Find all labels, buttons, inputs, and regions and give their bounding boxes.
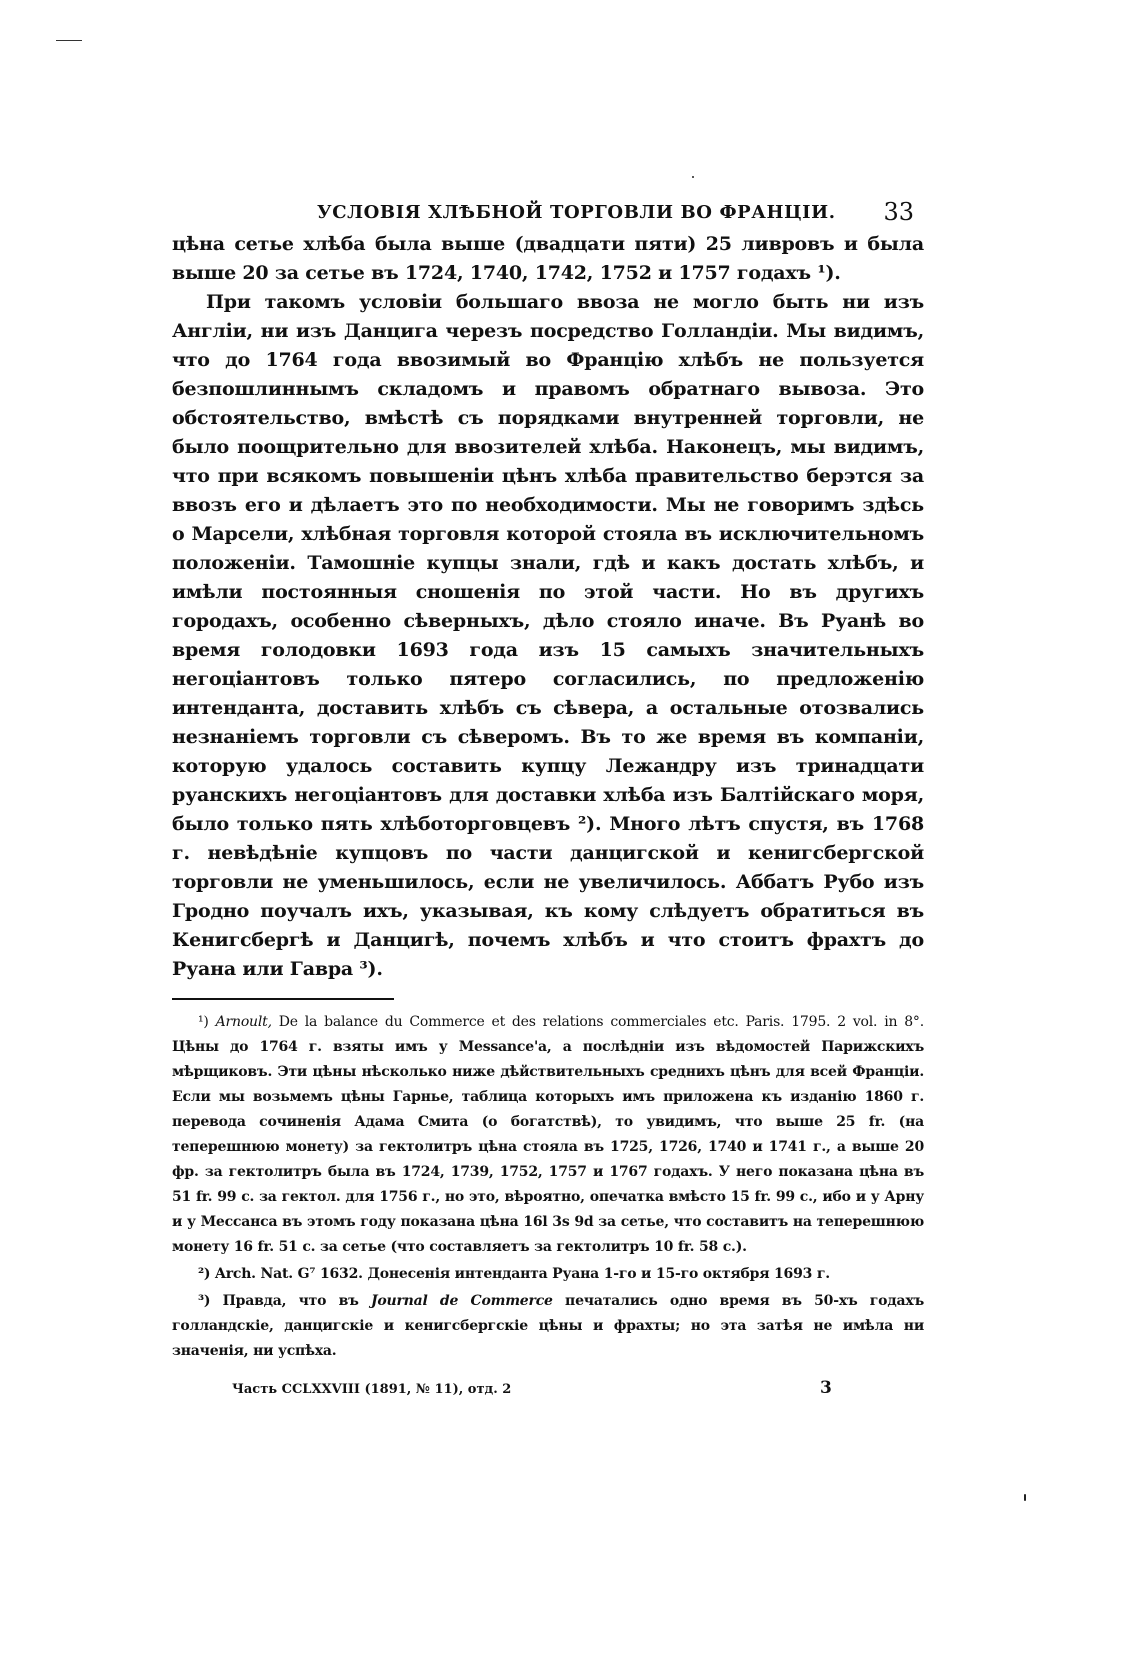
footnote-text: Правда, что въ (210, 1293, 371, 1309)
footnote-divider (172, 998, 394, 1000)
main-text (172, 230, 924, 984)
footnotes (172, 1010, 924, 1364)
footnote-text: Цѣны до 1764 г. взяты имъ у Messance'a, а послѣдніи изъ вѣдомостей Парижскихъ мѣрщиковъ. Эти цѣны нѣсколько ниже дѣйствительныхъ среднихъ цѣнъ для всей Франціи. Если мы возьмемъ цѣны Гарнье, таблица которыхъ имъ приложена къ изданію 1860 г. перевода сочиненія Адама Смита (о богатствѣ), то увидимъ, что выше 25 fr. (на теперешнюю монету) за гектолитръ цѣна стояла въ 1725, 1726, 1740 и 1741 г., а выше 20 фр. за гектолитръ была въ 1724, 1739, 1752, 1757 и 1767 годахъ. У него показана цѣна въ 51 fr. 99 c. за гектол. для 1756 г., но это, вѣроятно, опечатка вмѣсто 15 fr. 99 c., ибо и у Арну и у Мессанса въ этомъ году показана цѣна 16l 3s 9d за сетье, что составитъ на теперешнюю монету 16 fr. 51 c. за сетье (что составляетъ за гектолитръ 10 fr. 58 c.). (172, 1039, 924, 1255)
scan-speck (692, 176, 694, 178)
running-head (172, 190, 924, 230)
footnote-text: печатались одно время въ 50-хъ годахъ голландскіе, данцигскіе и кенигсбергскіе цѣны и фрахты; но эта затѣя не имѣла ни значенія, ни успѣха. (172, 1293, 925, 1359)
page-footer (172, 1378, 924, 1408)
footnote-marker: ¹) (198, 1014, 209, 1030)
paragraph-continued: цѣна сетье хлѣба была выше (двадцати пяти) 25 ливровъ и была выше 20 за сетье въ 1724, 1740, 1742, 1752 и 1757 годахъ ¹). (172, 233, 924, 284)
footnote-author: Arnoult, (215, 1014, 272, 1030)
scan-corner-mark (56, 40, 82, 41)
journal-title: Journal de Commerce (370, 1293, 553, 1309)
paragraph: При такомъ условіи большаго ввоза не могло быть ни изъ Англіи, ни изъ Данцига черезъ посредство Голландіи. Мы видимъ, что до 1764 года ввозимый во Францію хлѣбъ не пользуется безпошлиннымъ складомъ и правомъ обратнаго вывоза. Это обстоятельство, вмѣстѣ съ порядками внутренней торговли, не было поощрительно для ввозителей хлѣба. Наконецъ, мы видимъ, что при всякомъ повышеніи цѣнъ хлѣба правительство берэтся за ввозъ его и дѣлаетъ это по необходимости. Мы не говоримъ здѣсь о Марсели, хлѣбная торговля которой стояла въ исключительномъ положеніи. Тамошніе купцы знали, гдѣ и какъ достать хлѣбъ, и имѣли постоянныя сношенія по этой части. Но въ другихъ городахъ, особенно сѣверныхъ, дѣло стояло иначе. Въ Руанѣ во время голодовки 1693 года изъ 15 самыхъ значительныхъ негоціантовъ только пятеро согласились, по предложенію интенданта, доставить хлѣбъ съ сѣвера, а остальные отозвались незнаніемъ торговли съ сѣверомъ. Въ то же время въ компаніи, которую удалось составить купцу Лежандру изъ тринадцати руанскихъ негоціантовъ для доставки хлѣба изъ Балтійскаго моря, было только пять хлѣботорговцевъ ²). Много лѣтъ спустя, въ 1768 г. невѣдѣніе купцовъ по части данцигской и кенигсбергской торговли не уменьшилось, если не увеличилось. Аббатъ Рубо изъ Гродно поучалъ ихъ, указывая, къ кому слѣдуетъ обратиться въ Кенигсбергѣ и Данцигѣ, почемъ хлѣбъ и что стоитъ фрахтъ до Руана или Гавра ³). (172, 291, 924, 980)
footnote-marker: ³) (198, 1293, 211, 1309)
page-number: 33 (883, 198, 914, 226)
book-page (172, 190, 924, 1408)
footnote-3 (172, 1289, 924, 1364)
footnote-1 (172, 1010, 924, 1260)
footnote-source: De la balance du Commerce et des relations commerciales etc. Paris. 1795. 2 vol. in 8°. (271, 1014, 924, 1030)
footnote-2: ²) Arch. Nat. G⁷ 1632. Донесенія интенданта Руана 1-го и 15-го октября 1693 г. (198, 1266, 830, 1282)
sheet-number: 3 (820, 1378, 832, 1398)
page-title: УСЛОВІЯ ХЛѢБНОЙ ТОРГОВЛИ ВО ФРАНЦІИ. (317, 202, 836, 223)
scan-speck (1024, 1494, 1026, 1501)
printer-signature: Часть CCLXXVIII (1891, № 11), отд. 2 (232, 1382, 512, 1397)
